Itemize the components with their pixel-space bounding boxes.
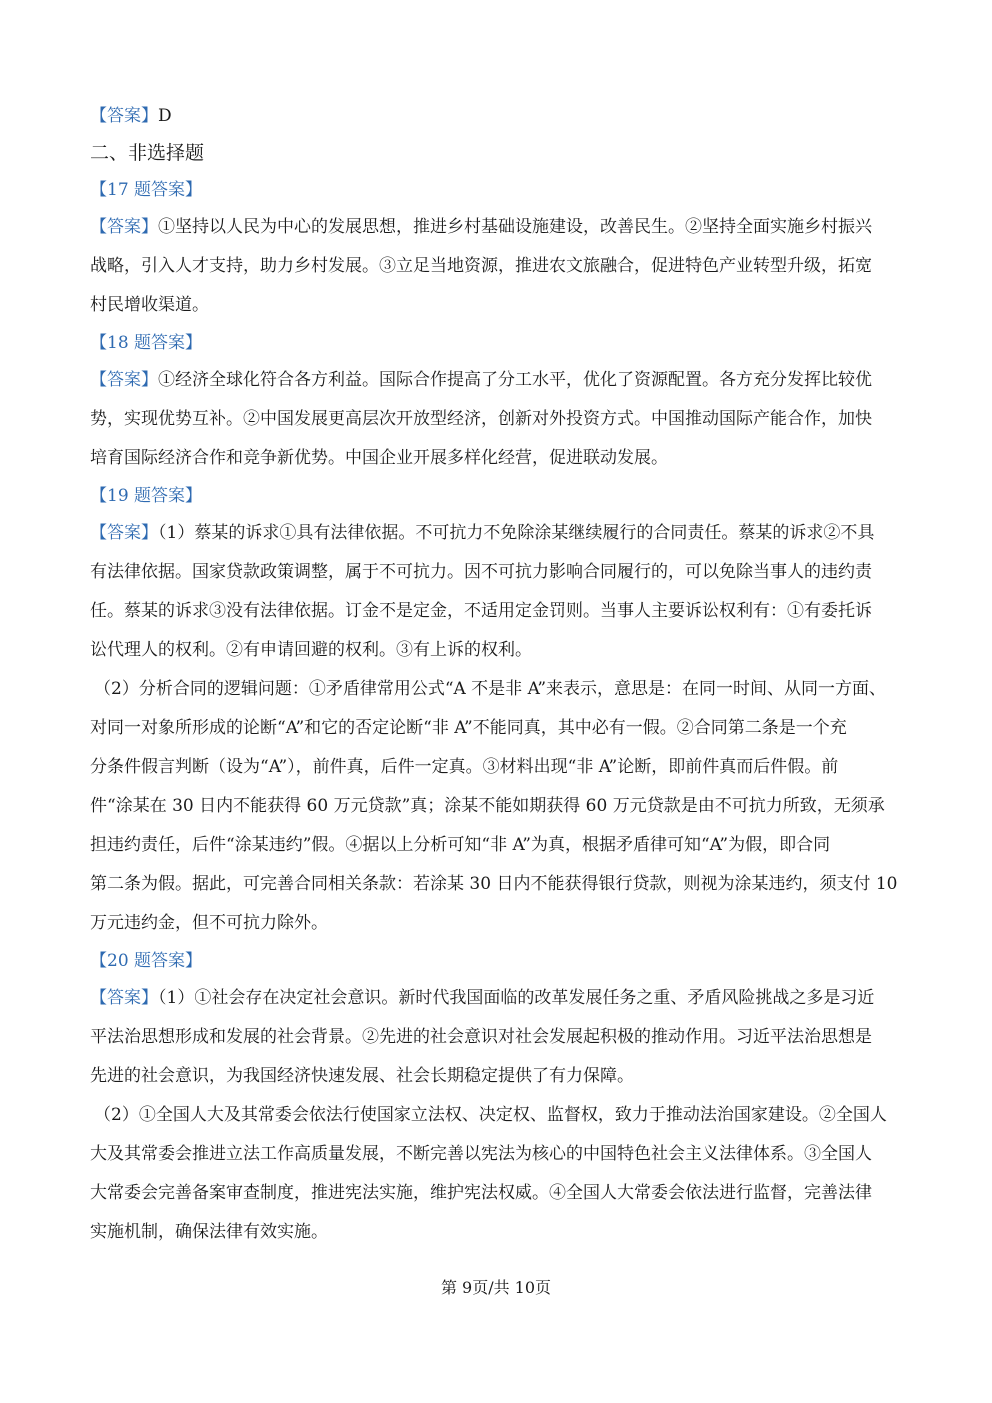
question-19-line-7: 分条件假言判断（设为“A”），前件真，后件一定真。③材料出现“非 A”论断，即前件真而后件假。前 bbox=[90, 757, 839, 777]
answer-tag: 【答案】 bbox=[90, 988, 158, 1008]
question-20-block bbox=[90, 943, 902, 1252]
question-19-line-9: 担违约责任，后件“涂某违约”假。④据以上分析可知“非 A”为真，根据矛盾律可知“A”为假，即合同 bbox=[90, 835, 831, 855]
answer-text: （1）①社会存在决定社会意识。新时代我国面临的改革发展任务之重、矛盾风险挑战之多是习近 bbox=[158, 988, 875, 1008]
question-19-line-8: 件“涂某在 30 日内不能获得 60 万元贷款”真；涂某不能如期获得 60 万元贷款是由不可抗力所致，无须承 bbox=[90, 796, 885, 816]
question-19-line-2: 有法律依据。国家贷款政策调整，属于不可抗力。因不可抗力影响合同履行的，可以免除当事人的违约责 bbox=[90, 562, 872, 582]
question-18-line-3: 培育国际经济合作和竞争新优势。中国企业开展多样化经营，促进联动发展。 bbox=[90, 448, 668, 468]
answer-text: ①经济全球化符合各方利益。国际合作提高了分工水平，优化了资源配置。各方充分发挥比较优 bbox=[158, 370, 872, 390]
question-17-header: 【17 题答案】 bbox=[90, 180, 203, 200]
question-17-block bbox=[90, 172, 902, 325]
question-20-line-1 bbox=[90, 979, 902, 1018]
question-20-header: 【20 题答案】 bbox=[90, 951, 203, 971]
question-19-header: 【19 题答案】 bbox=[90, 486, 203, 506]
answer-text: （1）蔡某的诉求①具有法律依据。不可抗力不免除涂某继续履行的合同责任。蔡某的诉求②不具 bbox=[158, 523, 875, 543]
question-20-line-6: 大常委会完善备案审查制度，推进宪法实施，维护宪法权威。④全国人大常委会依法进行监督，完善法律 bbox=[90, 1183, 872, 1203]
answer-text: ①坚持以人民为中心的发展思想，推进乡村基础设施建设，改善民生。②坚持全面实施乡村振兴 bbox=[158, 217, 872, 237]
question-19-line-6: 对同一对象所形成的论断“A”和它的否定论断“非 A”不能同真，其中必有一假。②合同第二条是一个充 bbox=[90, 718, 847, 738]
answer-value: D bbox=[158, 106, 172, 126]
question-18-block bbox=[90, 325, 902, 478]
question-20-line-7: 实施机制，确保法律有效实施。 bbox=[90, 1222, 328, 1242]
question-19-line-4: 讼代理人的权利。②有申请回避的权利。③有上诉的权利。 bbox=[90, 640, 532, 660]
answer-tag: 【答案】 bbox=[90, 217, 158, 237]
question-19-line-1 bbox=[90, 514, 902, 553]
question-20-line-3: 先进的社会意识，为我国经济快速发展、社会长期稳定提供了有力保障。 bbox=[90, 1066, 634, 1086]
question-19-line-5: （2）分析合同的逻辑问题：①矛盾律常用公式“A 不是非 A”来表示，意思是：在同一时间、从同一方面、 bbox=[94, 679, 887, 699]
answer-16 bbox=[90, 98, 902, 134]
question-19-line-11: 万元违约金，但不可抗力除外。 bbox=[90, 913, 328, 933]
question-20-line-4: （2）①全国人大及其常委会依法行使国家立法权、决定权、监督权，致力于推动法治国家建设。②全国人 bbox=[94, 1105, 887, 1125]
question-19-line-3: 任。蔡某的诉求③没有法律依据。订金不是定金，不适用定金罚则。当事人主要诉讼权利有：①有委托诉 bbox=[90, 601, 872, 621]
question-19-line-10: 第二条为假。据此，可完善合同相关条款：若涂某 30 日内不能获得银行贷款，则视为涂某违约，须支付 10 bbox=[90, 874, 898, 894]
answer-tag: 【答案】 bbox=[90, 523, 158, 543]
question-17-line-1 bbox=[90, 208, 902, 247]
question-19-block bbox=[90, 478, 902, 943]
question-20-line-5: 大及其常委会推进立法工作高质量发展，不断完善以宪法为核心的中国特色社会主义法律体系。③全国人 bbox=[90, 1144, 872, 1164]
question-17-line-2: 战略，引入人才支持，助力乡村发展。③立足当地资源，推进农文旅融合，促进特色产业转型升级，拓宽 bbox=[90, 256, 872, 276]
question-18-header: 【18 题答案】 bbox=[90, 333, 203, 353]
answer-tag: 【答案】 bbox=[90, 106, 158, 126]
question-20-line-2: 平法治思想形成和发展的社会背景。②先进的社会意识对社会发展起积极的推动作用。习近平法治思想是 bbox=[90, 1027, 872, 1047]
section-title: 二、非选择题 bbox=[90, 142, 205, 164]
question-18-line-2: 势，实现优势互补。②中国发展更高层次开放型经济，创新对外投资方式。中国推动国际产能合作，加快 bbox=[90, 409, 872, 429]
page-number-footer: 第 9页/共 10页 bbox=[440, 1278, 552, 1297]
question-17-line-3: 村民增收渠道。 bbox=[90, 295, 209, 315]
answer-tag: 【答案】 bbox=[90, 370, 158, 390]
document-page bbox=[90, 98, 902, 1252]
question-18-line-1 bbox=[90, 361, 902, 400]
